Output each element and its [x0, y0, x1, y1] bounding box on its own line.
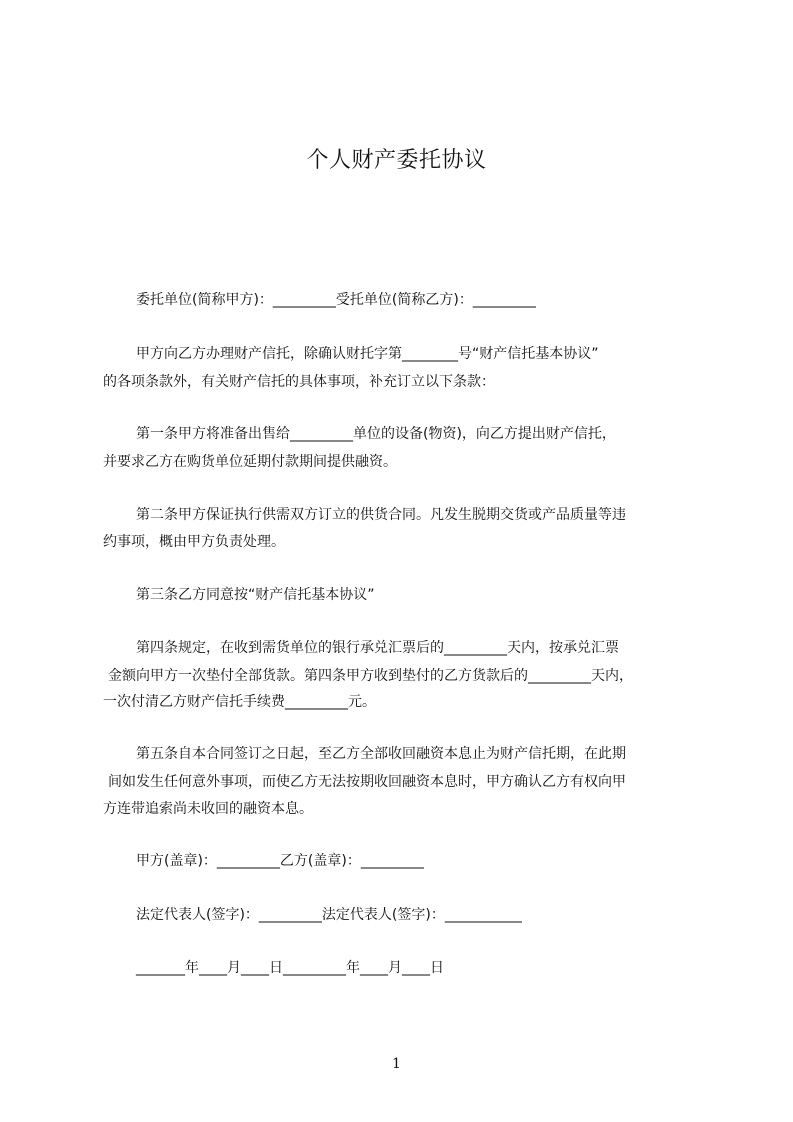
date-line: _______年____月____日_________年____月____日 — [136, 960, 444, 976]
paragraph-intro-line-2: 的各项条款外，有关财产信托的具体事项，补充订立以下条款： — [103, 374, 495, 390]
article-one-line-1: 第一条甲方将准备出售给_________单位的设备(物资)，向乙方提出财产信托， — [136, 426, 616, 442]
article-three-line: 第三条乙方同意按“财产信托基本协议” — [136, 587, 375, 603]
representative-signature-line: 法定代表人(签字)：_________法定代表人(签字)：___________ — [136, 907, 522, 923]
article-two-line-2: 约事项，概由甲方负责处理。 — [103, 534, 285, 550]
article-two-line-1: 第二条甲方保证执行供需双方订立的供货合同。凡发生脱期交货或产品质量等违 — [136, 507, 626, 523]
article-four-line-2: 金额向甲方一次垫付全部货款。第四条甲方收到垫付的乙方货款后的_________天内， — [108, 668, 633, 684]
article-four-line-3: 一次付清乙方财产信托手续费_________元。 — [103, 694, 376, 710]
seal-line: 甲方(盖章)：_________乙方(盖章)：_________ — [136, 853, 424, 869]
paragraph-parties-line: 委托单位(简称甲方)：_________受托单位(简称乙方)：_________ — [136, 292, 536, 308]
article-five-line-3: 方连带追索尚未收回的融资本息。 — [103, 801, 313, 817]
document-title: 个人财产委托协议 — [306, 148, 487, 173]
paragraph-intro-line-1: 甲方向乙方办理财产信托，除确认财托字第________号“财产信托基本协议” — [136, 346, 599, 362]
article-four-line-1: 第四条规定，在收到需货单位的银行承兑汇票后的_________天内，按承兑汇票 — [136, 640, 619, 656]
article-five-line-1: 第五条自本合同签订之日起，至乙方全部收回融资本息止为财产信托期，在此期 — [136, 746, 626, 762]
article-one-line-2: 并要求乙方在购货单位延期付款期间提供融资。 — [103, 454, 397, 470]
page-number: 1 — [392, 1056, 401, 1072]
article-five-line-2: 间如发生任何意外事项，而使乙方无法按期收回融资本息时，甲方确认乙方有权向甲 — [108, 774, 626, 790]
